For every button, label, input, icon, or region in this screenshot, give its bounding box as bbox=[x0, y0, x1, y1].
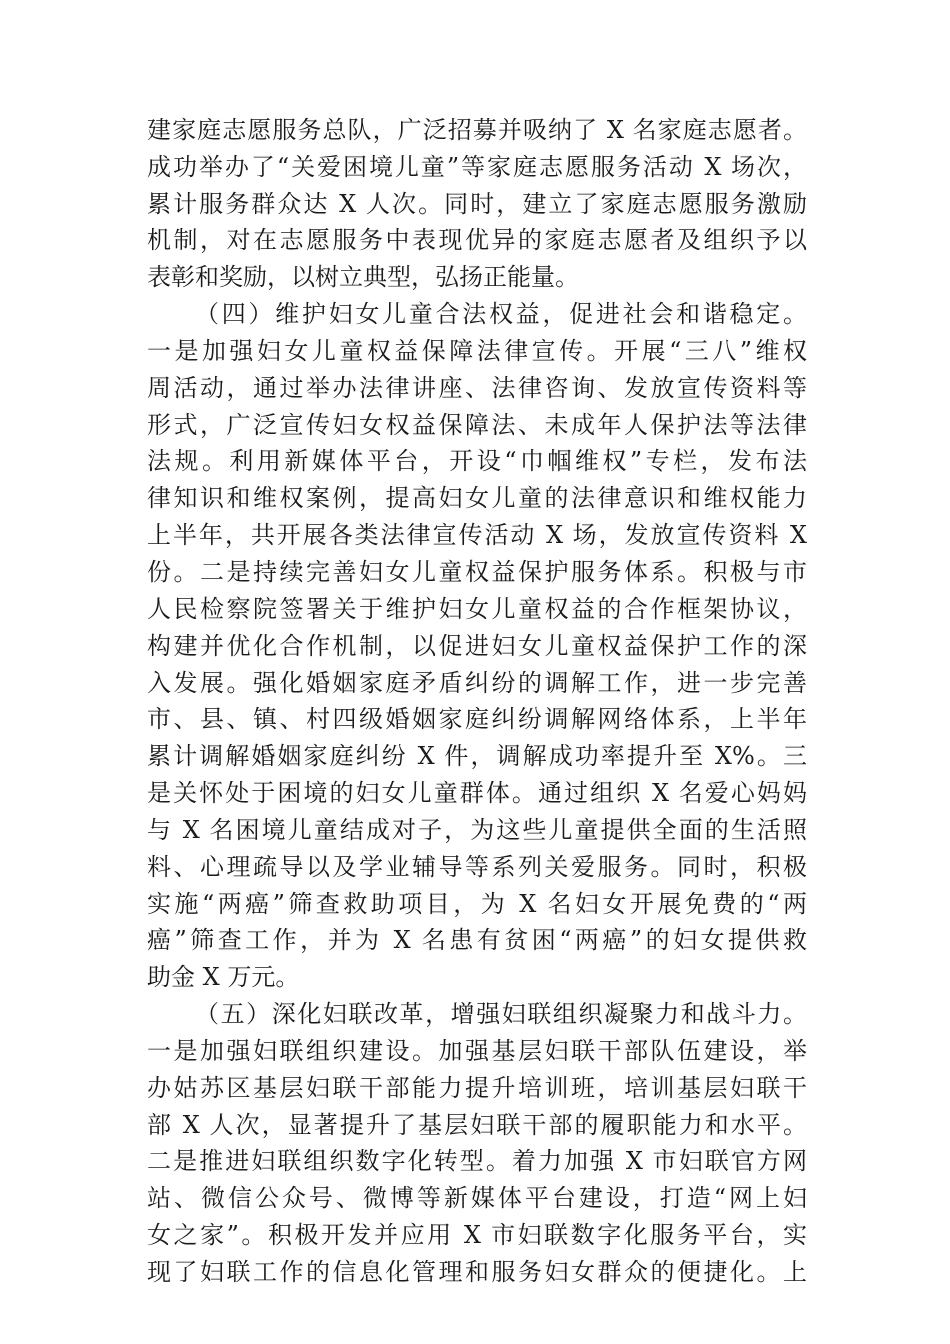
text-line: 入发展。强化婚姻家庭矛盾纠纷的调解工作，进一步完善 bbox=[147, 669, 807, 697]
text-line: 与 X 名困境儿童结成对子，为这些儿童提供全面的生活照 bbox=[147, 816, 807, 844]
text-line: 助金 X 万元。 bbox=[147, 963, 300, 991]
text-line: 市、县、镇、村四级婚姻家庭纠纷调解网络体系，上半年 bbox=[147, 705, 807, 733]
text-line: 表彰和奖励，以树立典型，弘扬正能量。 bbox=[147, 263, 579, 291]
text-line: 机制，对在志愿服务中表现优异的家庭志愿者及组织予以 bbox=[147, 226, 807, 254]
text-line: 办姑苏区基层妇联干部能力提升培训班，培训基层妇联干 bbox=[147, 1074, 807, 1102]
text-line: 累计服务群众达 X 人次。同时，建立了家庭志愿服务激励 bbox=[147, 190, 807, 218]
text-line: 二是推进妇联组织数字化转型。着力加强 X 市妇联官方网 bbox=[147, 1147, 807, 1175]
text-line: 站、微信公众号、微博等新媒体平台建设，打造“网上妇 bbox=[147, 1184, 807, 1212]
text-line: 周活动，通过举办法律讲座、法律咨询、发放宣传资料等 bbox=[147, 374, 807, 402]
text-line: 一是加强妇联组织建设。加强基层妇联干部队伍建设，举 bbox=[147, 1037, 807, 1065]
text-line: 部 X 人次，显著提升了基层妇联干部的履职能力和水平。 bbox=[147, 1111, 807, 1139]
text-line: 料、心理疏导以及学业辅导等系列关爱服务。同时，积极 bbox=[147, 853, 807, 881]
text-line: 成功举办了“关爱困境儿童”等家庭志愿服务活动 X 场次， bbox=[147, 153, 807, 181]
text-line: 实施“两癌”筛查救助项目，为 X 名妇女开展免费的“两 bbox=[147, 890, 807, 918]
text-line: 上半年，共开展各类法律宣传活动 X 场，发放宣传资料 X bbox=[147, 521, 807, 549]
text-line: 法规。利用新媒体平台，开设“巾帼维权”专栏，发布法 bbox=[147, 447, 807, 475]
text-line: 形式，广泛宣传妇女权益保障法、未成年人保护法等法律 bbox=[147, 411, 807, 439]
text-line: 现了妇联工作的信息化管理和服务妇女群众的便捷化。上 bbox=[147, 1258, 807, 1286]
text-line: 份。二是持续完善妇女儿童权益保护服务体系。积极与市 bbox=[147, 558, 807, 586]
text-line: 构建并优化合作机制，以促进妇女儿童权益保护工作的深 bbox=[147, 632, 807, 660]
text-line: 累计调解婚姻家庭纠纷 X 件，调解成功率提升至 X%。三 bbox=[147, 742, 807, 770]
text-line: 是关怀处于困境的妇女儿童群体。通过组织 X 名爱心妈妈 bbox=[147, 779, 807, 807]
text-line: 一是加强妇女儿童权益保障法律宣传。开展“三八”维权 bbox=[147, 337, 807, 365]
text-line: 癌”筛查工作，并为 X 名患有贫困“两癌”的妇女提供救 bbox=[147, 926, 807, 954]
text-line: 女之家”。积极开发并应用 X 市妇联数字化服务平台，实 bbox=[147, 1221, 807, 1249]
text-line: 建家庭志愿服务总队，广泛招募并吸纳了 X 名家庭志愿者。 bbox=[147, 116, 807, 144]
section-heading-4: （四）维护妇女儿童合法权益，促进社会和谐稳定。 bbox=[195, 300, 807, 328]
text-line: 人民检察院签署关于维护妇女儿童权益的合作框架协议， bbox=[147, 595, 807, 623]
text-line: 律知识和维权案例，提高妇女儿童的法律意识和维权能力 bbox=[147, 484, 807, 512]
section-heading-5: （五）深化妇联改革，增强妇联组织凝聚力和战斗力。 bbox=[195, 1000, 807, 1028]
